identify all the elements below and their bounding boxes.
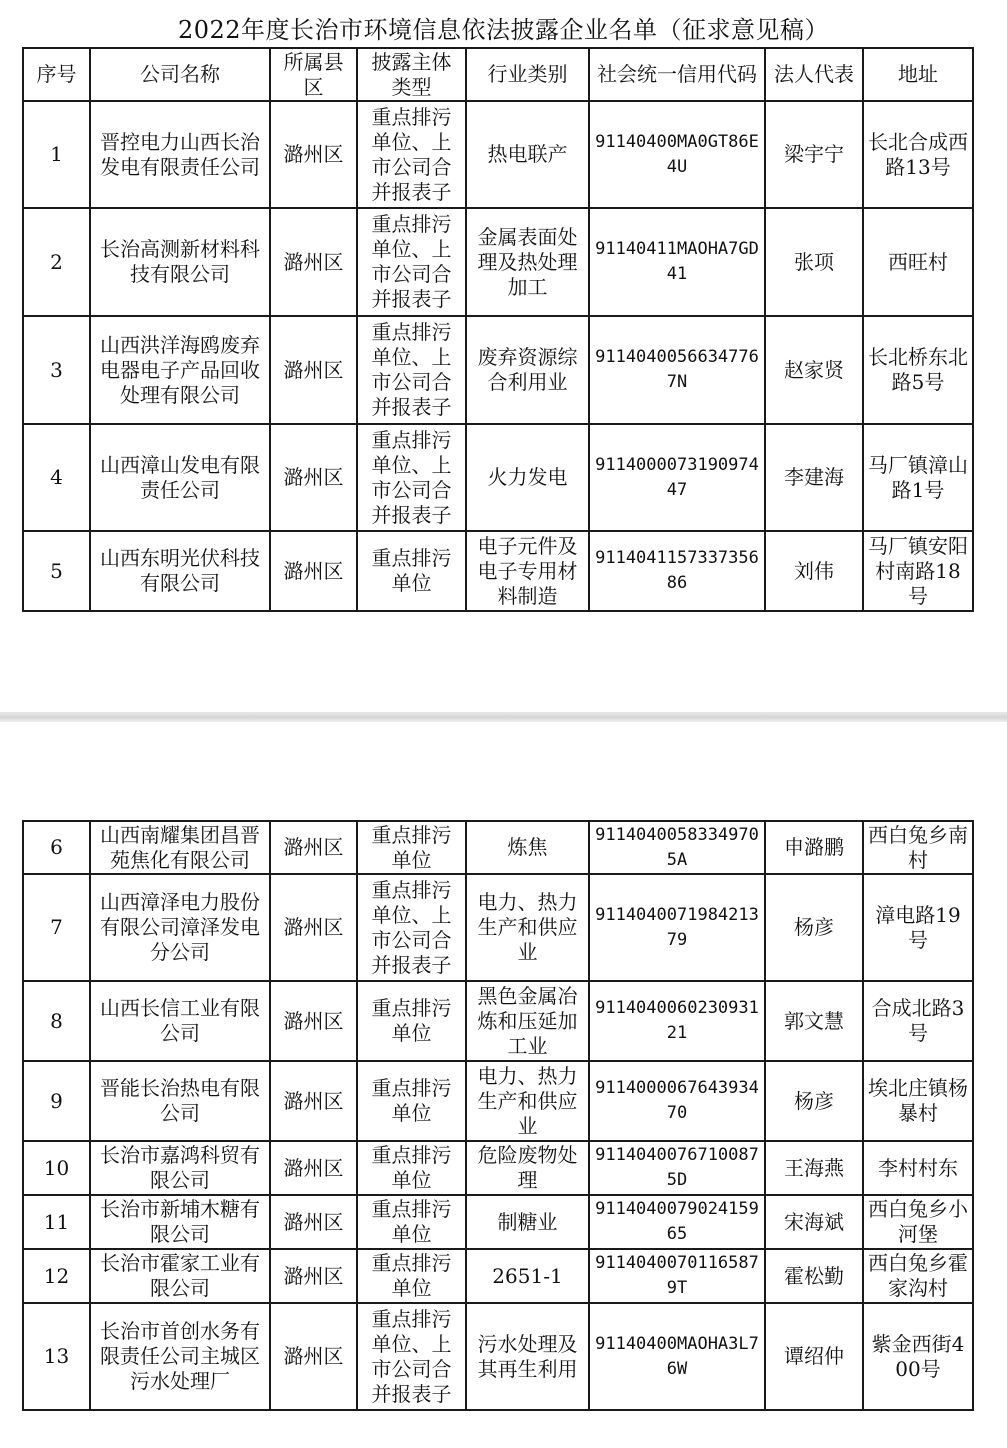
row-number-cell: 12	[23, 1249, 90, 1303]
header-no: 序号	[23, 48, 90, 101]
county-cell: 潞州区	[270, 981, 357, 1061]
row-number-cell: 13	[23, 1303, 90, 1410]
address-cell: 西白兔乡南村	[863, 821, 973, 874]
row-number-cell: 8	[23, 981, 90, 1061]
disclosure-type-cell: 重点排污单位、上市公司合并报表子	[357, 874, 466, 981]
table-row	[23, 1061, 973, 1141]
row-number-cell: 6	[23, 821, 90, 874]
disclosure-type-cell: 重点排污单位	[357, 1141, 466, 1195]
county-cell: 潞州区	[270, 316, 357, 424]
credit-code-cell: 911404007198421379	[589, 874, 765, 981]
company-name-cell: 山西东明光伏科技有限公司	[90, 531, 270, 611]
page-break	[0, 712, 1007, 722]
disclosure-type-cell: 重点排污单位	[357, 981, 466, 1061]
table-page-1	[22, 47, 972, 612]
row-number-cell: 7	[23, 874, 90, 981]
header-county: 所属县区	[270, 48, 357, 101]
industry-cell: 污水处理及其再生利用	[466, 1303, 589, 1410]
header-company-name: 公司名称	[90, 48, 270, 101]
address-cell: 马厂镇漳山路1号	[863, 424, 973, 531]
credit-code-cell: 911404007902415965	[589, 1195, 765, 1249]
disclosure-type-cell: 重点排污单位	[357, 821, 466, 874]
enterprise-table-2	[22, 820, 974, 1411]
industry-cell: 电力、热力生产和供应业	[466, 1061, 589, 1141]
county-cell: 潞州区	[270, 208, 357, 316]
industry-cell: 电力、热力生产和供应业	[466, 874, 589, 981]
address-cell: 李村村东	[863, 1141, 973, 1195]
row-number-cell: 5	[23, 531, 90, 611]
legal-rep-cell: 李建海	[765, 424, 863, 531]
industry-cell: 电子元件及电子专用材料制造	[466, 531, 589, 611]
address-cell: 西白兔乡小河堡	[863, 1195, 973, 1249]
county-cell: 潞州区	[270, 821, 357, 874]
address-cell: 马厂镇安阳村南路18号	[863, 531, 973, 611]
address-cell: 埃北庄镇杨暴村	[863, 1061, 973, 1141]
legal-rep-cell: 张项	[765, 208, 863, 316]
table-row	[23, 1249, 973, 1303]
company-name-cell: 山西漳泽电力股份有限公司漳泽发电分公司	[90, 874, 270, 981]
row-number-cell: 3	[23, 316, 90, 424]
credit-code-cell: 911404006023093121	[589, 981, 765, 1061]
industry-cell: 2651-1	[466, 1249, 589, 1303]
legal-rep-cell: 杨彦	[765, 874, 863, 981]
table-row	[23, 1141, 973, 1195]
company-name-cell: 山西洪洋海鸥废弃电器电子产品回收处理有限公司	[90, 316, 270, 424]
table-row	[23, 531, 973, 611]
company-name-cell: 长治市新埔木糖有限公司	[90, 1195, 270, 1249]
credit-code-cell: 91140400583349705A	[589, 821, 765, 874]
company-name-cell: 晋控电力山西长治发电有限责任公司	[90, 101, 270, 208]
county-cell: 潞州区	[270, 1195, 357, 1249]
industry-cell: 炼焦	[466, 821, 589, 874]
table-page-2	[22, 820, 972, 1411]
table-row	[23, 101, 973, 208]
credit-code-cell: 91140411MAOHA7GD41	[589, 208, 765, 316]
legal-rep-cell: 谭绍仲	[765, 1303, 863, 1410]
enterprise-table-1	[22, 47, 974, 612]
industry-cell: 金属表面处理及热处理加工	[466, 208, 589, 316]
credit-code-cell: 911404115733735686	[589, 531, 765, 611]
row-number-cell: 11	[23, 1195, 90, 1249]
credit-code-cell: 91140400701165879T	[589, 1249, 765, 1303]
address-cell: 紫金西街400号	[863, 1303, 973, 1410]
legal-rep-cell: 霍松勤	[765, 1249, 863, 1303]
legal-rep-cell: 宋海斌	[765, 1195, 863, 1249]
company-name-cell: 晋能长治热电有限公司	[90, 1061, 270, 1141]
document-title: 2022年度长治市环境信息依法披露企业名单（征求意见稿）	[177, 16, 830, 44]
disclosure-type-cell: 重点排污单位、上市公司合并报表子	[357, 424, 466, 531]
industry-cell: 火力发电	[466, 424, 589, 531]
disclosure-type-cell: 重点排污单位	[357, 1061, 466, 1141]
address-cell: 西白兔乡霍家沟村	[863, 1249, 973, 1303]
row-number-cell: 10	[23, 1141, 90, 1195]
credit-code-cell: 911400006764393470	[589, 1061, 765, 1141]
address-cell: 合成北路3号	[863, 981, 973, 1061]
company-name-cell: 长治市首创水务有限责任公司主城区污水处理厂	[90, 1303, 270, 1410]
header-row	[23, 48, 973, 101]
table-row	[23, 874, 973, 981]
header-disclosure-type: 披露主体类型	[357, 48, 466, 101]
disclosure-type-cell: 重点排污单位、上市公司合并报表子	[357, 208, 466, 316]
county-cell: 潞州区	[270, 531, 357, 611]
header-legal-rep: 法人代表	[765, 48, 863, 101]
row-number-cell: 2	[23, 208, 90, 316]
credit-code-cell: 91140400566347767N	[589, 316, 765, 424]
disclosure-type-cell: 重点排污单位	[357, 1249, 466, 1303]
table-row	[23, 208, 973, 316]
company-name-cell: 山西长信工业有限公司	[90, 981, 270, 1061]
legal-rep-cell: 梁宇宁	[765, 101, 863, 208]
county-cell: 潞州区	[270, 1141, 357, 1195]
disclosure-type-cell: 重点排污单位、上市公司合并报表子	[357, 101, 466, 208]
county-cell: 潞州区	[270, 1249, 357, 1303]
credit-code-cell: 91140400767100875D	[589, 1141, 765, 1195]
credit-code-cell: 911400007319097447	[589, 424, 765, 531]
row-number-cell: 1	[23, 101, 90, 208]
company-name-cell: 长治市嘉鸿科贸有限公司	[90, 1141, 270, 1195]
header-credit-code: 社会统一信用代码	[589, 48, 765, 101]
row-number-cell: 9	[23, 1061, 90, 1141]
disclosure-type-cell: 重点排污单位、上市公司合并报表子	[357, 1303, 466, 1410]
disclosure-type-cell: 重点排污单位	[357, 531, 466, 611]
legal-rep-cell: 申潞鹏	[765, 821, 863, 874]
table-row	[23, 981, 973, 1061]
table-row	[23, 1303, 973, 1410]
legal-rep-cell: 赵家贤	[765, 316, 863, 424]
header-industry: 行业类别	[466, 48, 589, 101]
address-cell: 长北桥东北路5号	[863, 316, 973, 424]
address-cell: 西旺村	[863, 208, 973, 316]
address-cell: 漳电路19号	[863, 874, 973, 981]
industry-cell: 废弃资源综合利用业	[466, 316, 589, 424]
company-name-cell: 山西漳山发电有限责任公司	[90, 424, 270, 531]
row-number-cell: 4	[23, 424, 90, 531]
table-row	[23, 424, 973, 531]
legal-rep-cell: 杨彦	[765, 1061, 863, 1141]
disclosure-type-cell: 重点排污单位	[357, 1195, 466, 1249]
company-name-cell: 长治高测新材料科技有限公司	[90, 208, 270, 316]
credit-code-cell: 91140400MA0GT86E4U	[589, 101, 765, 208]
legal-rep-cell: 王海燕	[765, 1141, 863, 1195]
table-row	[23, 316, 973, 424]
county-cell: 潞州区	[270, 1303, 357, 1410]
legal-rep-cell: 刘伟	[765, 531, 863, 611]
industry-cell: 危险废物处理	[466, 1141, 589, 1195]
county-cell: 潞州区	[270, 1061, 357, 1141]
table-row	[23, 1195, 973, 1249]
county-cell: 潞州区	[270, 101, 357, 208]
disclosure-type-cell: 重点排污单位、上市公司合并报表子	[357, 316, 466, 424]
credit-code-cell: 91140400MAOHA3L76W	[589, 1303, 765, 1410]
legal-rep-cell: 郭文慧	[765, 981, 863, 1061]
company-name-cell: 山西南耀集团昌晋苑焦化有限公司	[90, 821, 270, 874]
industry-cell: 制糖业	[466, 1195, 589, 1249]
county-cell: 潞州区	[270, 424, 357, 531]
company-name-cell: 长治市霍家工业有限公司	[90, 1249, 270, 1303]
county-cell: 潞州区	[270, 874, 357, 981]
table-row	[23, 821, 973, 874]
address-cell: 长北合成西路13号	[863, 101, 973, 208]
header-address: 地址	[863, 48, 973, 101]
industry-cell: 热电联产	[466, 101, 589, 208]
industry-cell: 黑色金属冶炼和压延加工业	[466, 981, 589, 1061]
